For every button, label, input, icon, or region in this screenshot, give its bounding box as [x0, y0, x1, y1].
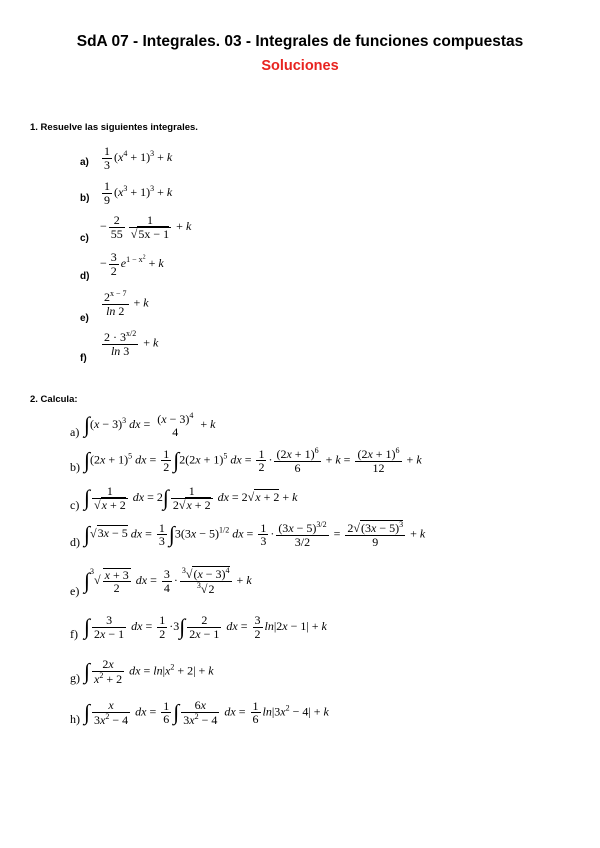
- s1-answer-d: − $\frac{3}{2}$ $e^{1 - x^2} + k$: [100, 250, 164, 278]
- s1-answer-f: $\frac{2 \cdot 3^{x/2}}{\ln 3}$ + k: [104, 329, 159, 358]
- page-subtitle: Soluciones: [261, 58, 339, 74]
- s2-solution-b: $\int(2x + 1)^5$ dx = $\frac{1}{2}$ $\int 2(2x + 1)^5$ dx = $\frac{1}{2}$ · $\frac{(2x + 1)^6}{6}$ + k = $\frac{(2x + 1)^6}{12}$ + k: [84, 446, 422, 475]
- s1-label-b: b): [80, 193, 90, 204]
- s1-label-e: e): [80, 313, 89, 324]
- s2-solution-g: ∫ $\frac{2x}{x^2 + 2}$ dx = $\ln|x^2 + 2| + k$: [84, 657, 214, 686]
- s1-label-d: d): [80, 271, 90, 282]
- section2-heading: 2. Calcula:: [30, 394, 78, 405]
- s1-answer-c: − $\frac{2}{55}$ $\frac{1}{√5x - 1}$ + k: [100, 213, 192, 241]
- s2-label-e: e): [70, 584, 80, 598]
- s2-solution-f: ∫ $\frac{3}{2x - 1}$ dx = $\frac{1}{2}$ ·3∫ $\frac{2}{2x - 1}$ dx = $\frac{3}{2}$ ln|2x − 1| + k: [84, 613, 327, 641]
- s1-answer-a: $\frac{1}{3}$ $(x^4 + 1)^3 + k$: [104, 144, 173, 172]
- s1-label-c: c): [80, 233, 89, 244]
- s2-label-f: f): [70, 627, 78, 641]
- s2-solution-a: $\int(x - 3)^3$ dx = $(x - 3)^4$ 4 + k: [84, 411, 216, 439]
- s2-label-b: b): [70, 460, 80, 474]
- s2-label-c: c): [70, 498, 80, 512]
- s2-label-d: d): [70, 535, 80, 549]
- s2-label-h: h): [70, 712, 80, 726]
- s2-solution-e: ∫$^3$√ $\frac{x + 3}{2}$ dx = $\frac{3}{4}$ · $\frac{^3√(x - 3)^4}{^3√2}$ + k: [84, 566, 252, 596]
- s1-answer-e: $\frac{2^{x - 7}}{\ln 2}$ + k: [104, 289, 149, 318]
- s2-solution-c: ∫ $\frac{1}{√x + 2}$ dx = 2∫ $\frac{1}{2√x + 2}$ dx = 2√x + 2 + k: [84, 484, 298, 512]
- s2-label-a: a): [70, 425, 80, 439]
- s1-answer-b: $\frac{1}{9}$ $(x^3 + 1)^3 + k$: [104, 179, 173, 207]
- page-title: SdA 07 - Integrales. 03 - Integrales de funciones compuestas: [76, 33, 524, 50]
- s2-label-g: g): [70, 671, 80, 685]
- s1-label-a: a): [80, 157, 89, 168]
- s2-solution-h: ∫ $\frac{x}{3x^2 - 4}$ dx = $\frac{1}{6}$ ∫ $\frac{6x}{3x^2 - 4}$ dx = $\frac{1}{6}$ $\ln|3x^2 - 4| + k$: [84, 698, 329, 727]
- section1-heading: 1. Resuelve las siguientes integrales.: [30, 122, 198, 133]
- s1-label-f: f): [80, 353, 87, 364]
- s2-solution-d: ∫√3x − 5 dx = $\frac{1}{3}$ $\int 3(3x - 5)^{1/2}$ dx = $\frac{1}{3}$ · $\frac{(3x - 5)^{3/2}}{3/2}$ = $\frac{2√(3x - 5)^3}{9}$ + k: [84, 520, 426, 549]
